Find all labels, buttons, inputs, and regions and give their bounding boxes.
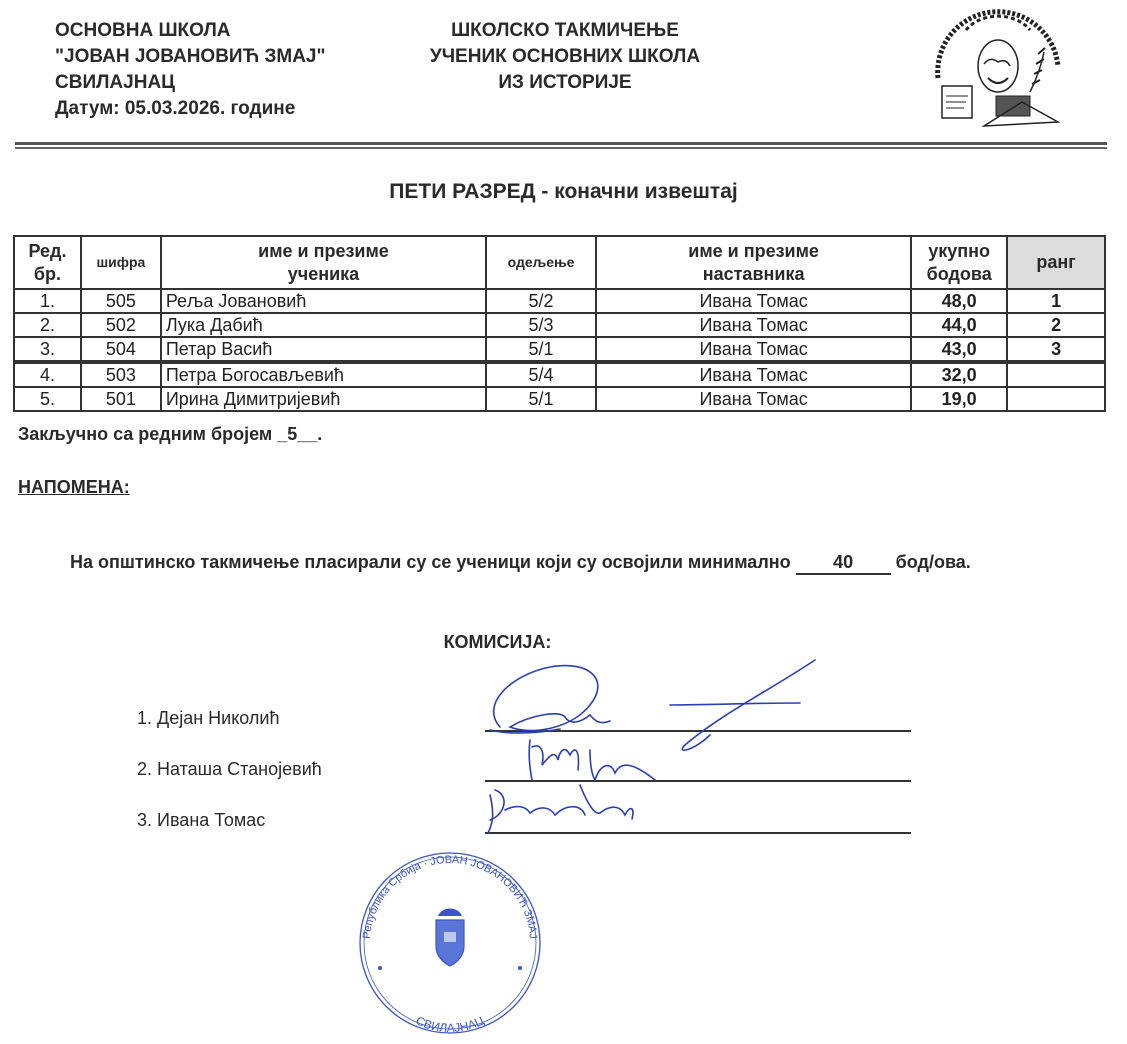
table-row [14,289,1105,313]
handwritten-signatures-icon [470,655,830,845]
svg-text:СВИЛАЈНАЦ: СВИЛАЈНАЦ [413,1013,487,1036]
cell-class: 5/4 [486,362,596,387]
event-line2: УЧЕНИК ОСНОВНИХ ШКОЛА [429,46,701,67]
cell-teacher: Ивана Томас [596,313,911,337]
cell-points: 48,0 [911,289,1007,313]
cell-ordinal: 4. [14,362,81,387]
cell-teacher: Ивана Томас [596,387,911,411]
commission-member: 3. Ивана Томас [137,810,266,830]
col-code: шифра [81,236,161,289]
note-text-before: На општинско такмичење пласирали су се ученици који су освојили минимално [70,552,791,572]
cell-ordinal: 1. [14,289,81,313]
school-info [55,18,326,122]
results-table [13,235,1106,412]
cell-ordinal: 2. [14,313,81,337]
cell-rank: 1 [1007,289,1105,313]
cell-code: 502 [81,313,161,337]
cell-student: Лука Дабић [161,313,486,337]
school-logo-icon [918,0,1078,132]
cell-class: 5/3 [486,313,596,337]
cell-class: 5/1 [486,387,596,411]
cell-student: Реља Јовановић [161,289,486,313]
cell-teacher: Ивана Томас [596,362,911,387]
official-seal-icon [356,848,544,1038]
commission-heading: КОМИСИЈА: [443,632,552,652]
cell-class: 5/2 [486,289,596,313]
col-rank: ранг [1007,236,1105,289]
cell-rank: 2 [1007,313,1105,337]
note-text [70,552,971,575]
cell-points: 44,0 [911,313,1007,337]
commission-member: 1. Дејан Николић [137,708,280,728]
cell-student: Петар Васић [161,337,486,362]
cell-points: 43,0 [911,337,1007,362]
table-row [14,362,1105,387]
event-line1: ШКОЛСКО ТАКМИЧЕЊЕ [451,20,679,41]
cell-code: 501 [81,387,161,411]
closing-line: Закључно са редним бројем _5__. [18,424,323,444]
event-info [400,18,730,96]
cell-ordinal: 5. [14,387,81,411]
note-text-after: бод/ова. [895,552,971,572]
min-points-value: 40 [796,552,891,575]
cell-student: Петра Богосављевић [161,362,486,387]
school-name-line1: ОСНОВНА ШКОЛА [55,20,231,41]
cell-code: 505 [81,289,161,313]
report-title: ПЕТИ РАЗРЕД - коначни извештај [389,180,738,203]
cell-teacher: Ивана Томас [596,289,911,313]
cell-rank [1007,387,1105,411]
col-teacher: име и презиме наставника [596,236,911,289]
cell-ordinal: 3. [14,337,81,362]
col-student: име и презиме ученика [161,236,486,289]
cell-teacher: Ивана Томас [596,337,911,362]
col-ordinal: Ред. бр. [14,236,81,289]
commission-member: 2. Наташа Станојевић [137,759,322,779]
cell-points: 32,0 [911,362,1007,387]
col-class: одељење [486,236,596,289]
col-points: укупно бодова [911,236,1007,289]
table-row [14,387,1105,411]
table-row [14,337,1105,362]
cell-rank [1007,362,1105,387]
cell-code: 504 [81,337,161,362]
header-divider-thick [15,142,1107,145]
table-header-row [14,236,1105,289]
table-row [14,313,1105,337]
cell-class: 5/1 [486,337,596,362]
cell-points: 19,0 [911,387,1007,411]
school-name-line2: "ЈОВАН ЈОВАНОВИЋ ЗМАЈ" [55,46,326,67]
cell-code: 503 [81,362,161,387]
cell-rank: 3 [1007,337,1105,362]
header-divider-thin [15,147,1107,149]
note-heading: НАПОМЕНА: [18,477,130,497]
event-line3: ИЗ ИСТОРИЈЕ [498,72,632,93]
cell-student: Ирина Димитријевић [161,387,486,411]
document-date: Датум: 05.03.2026. године [55,98,296,119]
svg-text:Република Србија · ЈОВАН ЈОВАН: Република Србија · ЈОВАН ЈОВАНОВИЋ ЗМАЈ [361,853,539,940]
school-city: СВИЛАЈНАЦ [55,72,176,93]
